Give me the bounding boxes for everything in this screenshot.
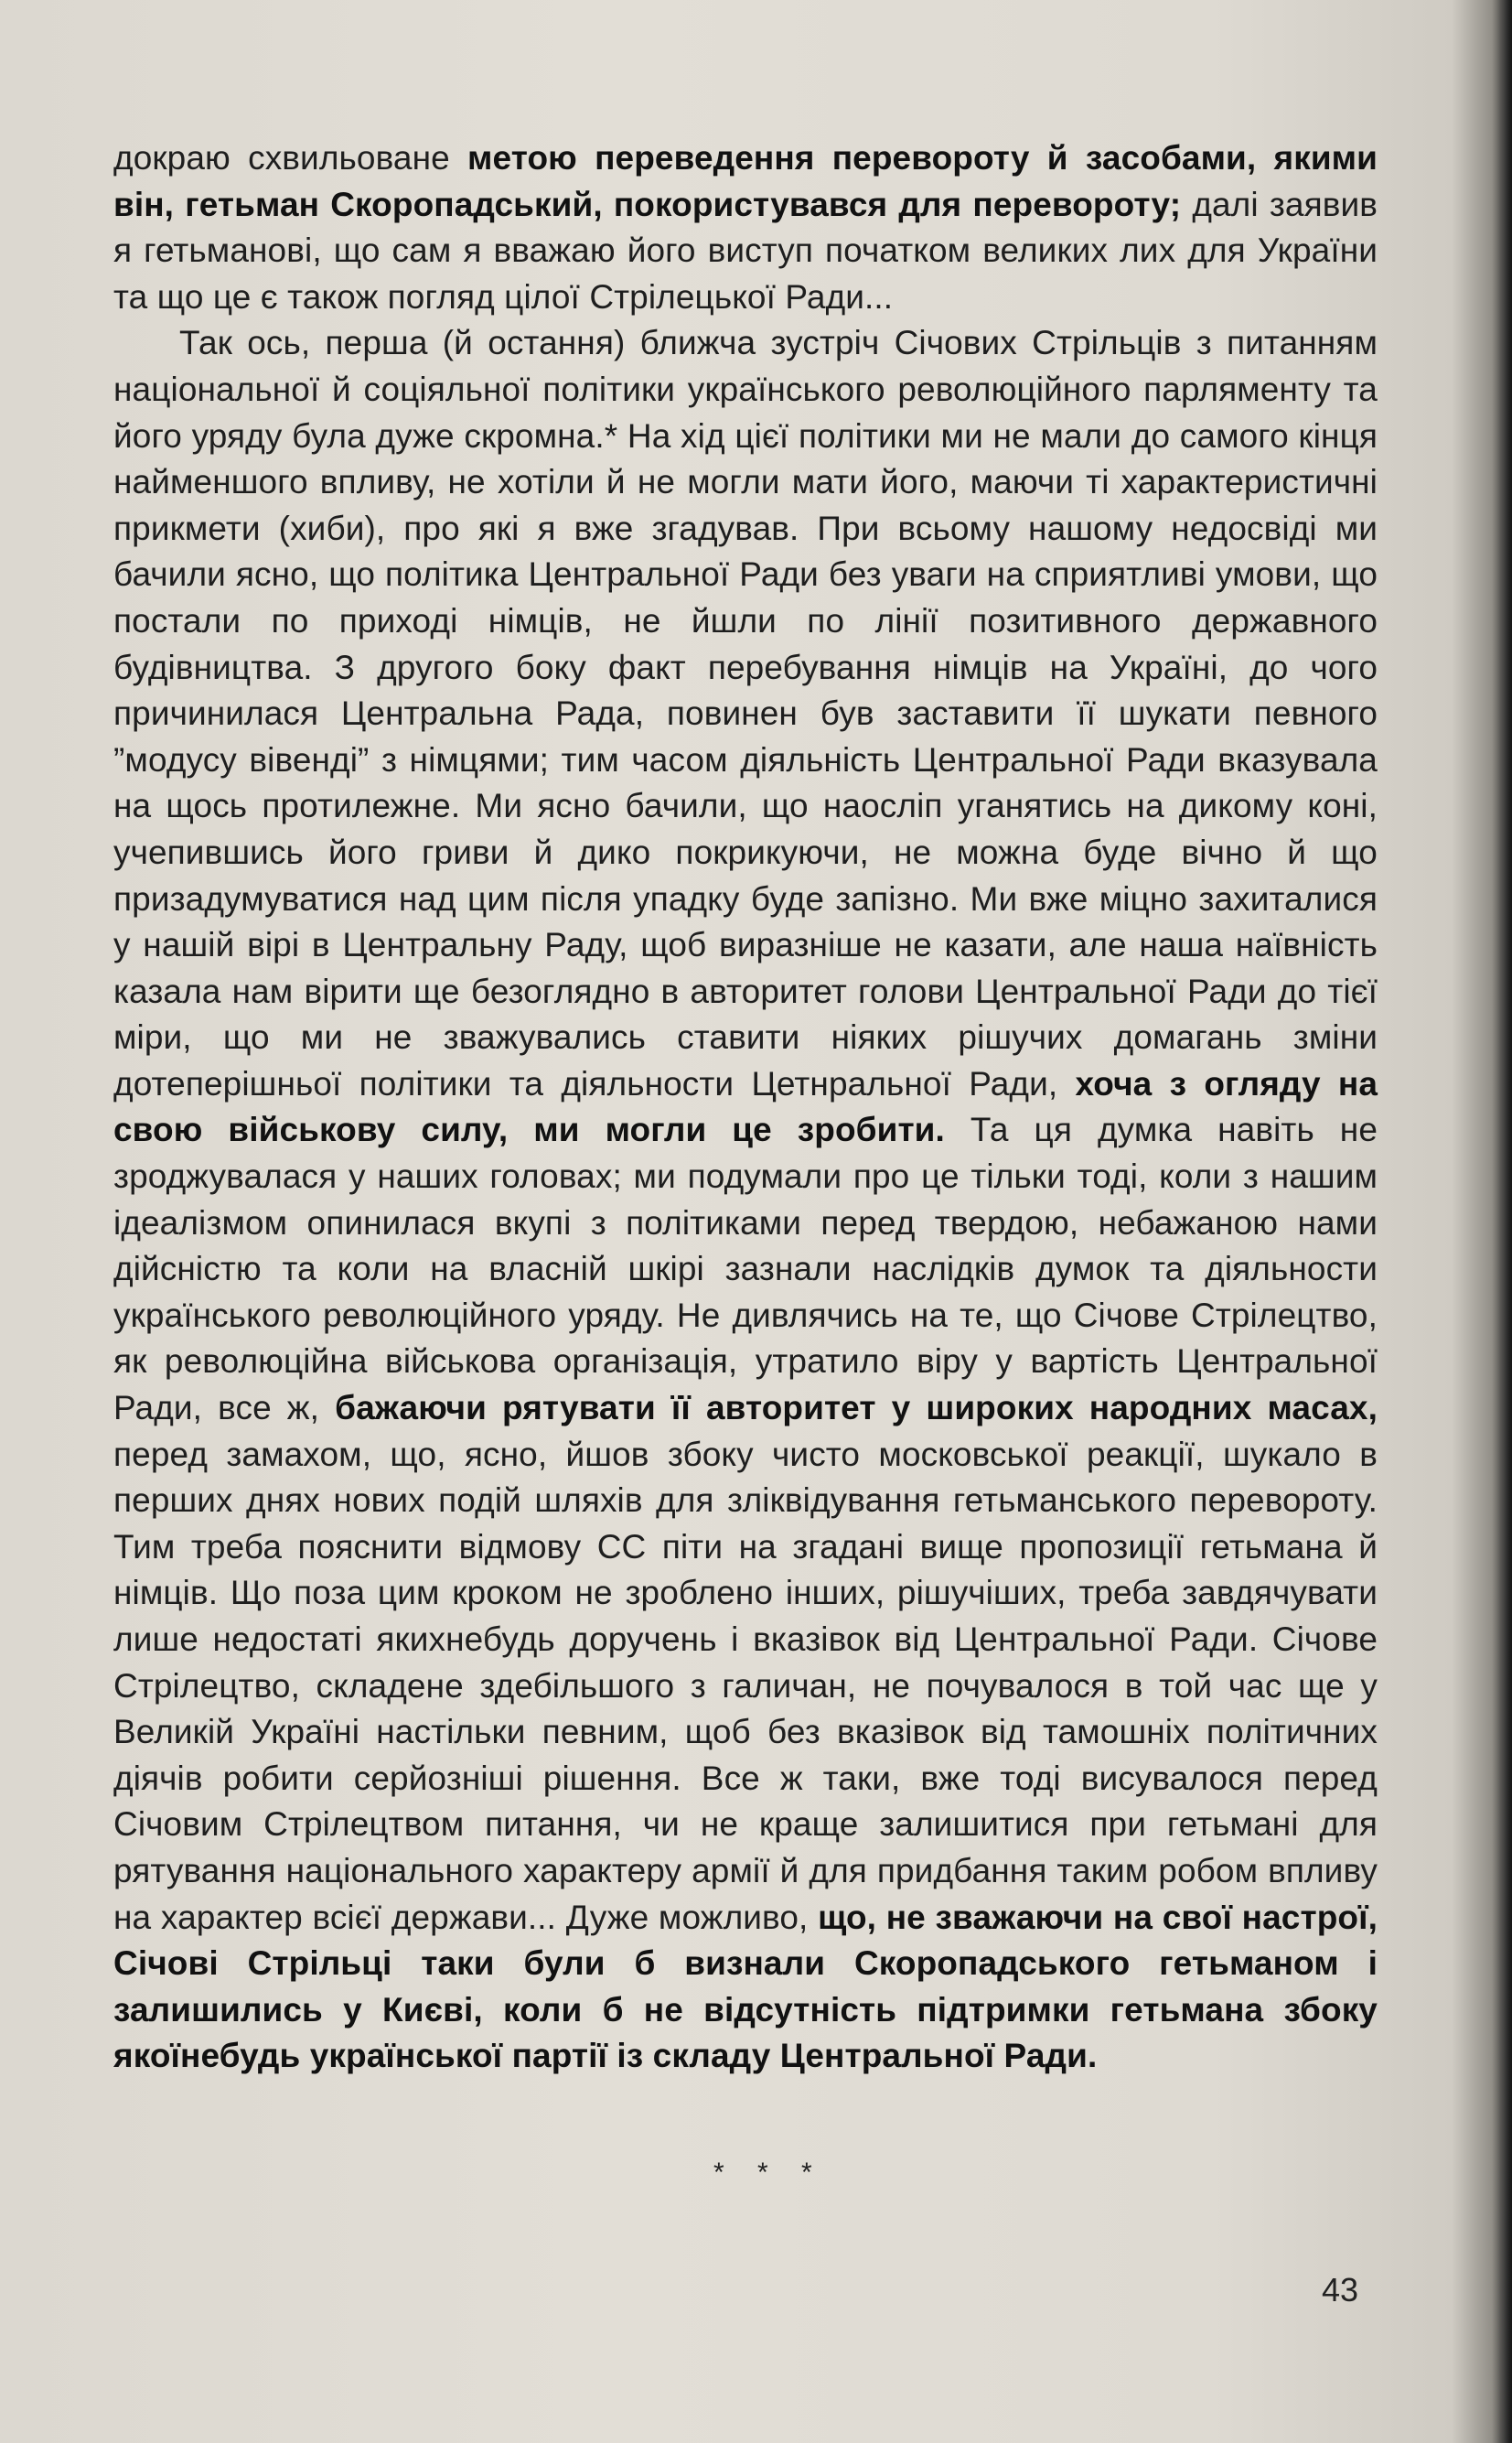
paragraph-2-segment-2-bold: хоча з огляду на свою військову силу, ми могли це зробити. <box>113 1064 1378 1149</box>
section-separator: * * * <box>713 2158 825 2188</box>
paragraph-2-segment-6-bold: що, не зважаючи на свої настрої, Січові Стрільці таки були б визнали Скоропадського гетьманом і залишились у Києві, коли б не відсутність підтримки гетьмана збоку якоїнебудь української партії із складу Центральної Ради. <box>113 1898 1378 2075</box>
paragraph-1 <box>113 135 1378 320</box>
body-text <box>113 135 1378 2080</box>
paragraph-1-segment-2-bold: метою переведення перевороту й засобами, якими він, гетьман Скоропадський, покористувався для перевороту; <box>113 139 1378 223</box>
page-number: 43 <box>1322 2271 1359 2308</box>
paragraph-2-segment-5: перед замахом, що, ясно, йшов збоку чисто московської реакції, шукало в перших днях нових подій шляхів для зліквідування гетьманського перевороту. Тим треба пояснити відмову СС піти на згадані вище пропозиції гетьмана й німців. Що поза цим кроком не зроблено інших, рішучіших, треба завдячувати лише недостаті якихнебудь доручень і вказівок від Центральної Ради. Січове Стрілецтво, складене здебільшого з галичан, не почувалося в той час ще у Великій Україні настільки певним, щоб без вказівок від тамошніх політичних діячів робити серйозніші рішення. Все ж таки, вже тоді висувалося перед Січовим Стрілецтвом питання, чи не краще залишитися при гетьмані для рятування національного характеру армії й для придбання таким робом впливу на характер всієї держави... Дуже можливо, <box>113 1435 1378 1936</box>
paragraph-2-segment-1: Так ось, перша (й остання) ближча зустріч Січових Стрільців з питанням національної й соціяльної політики українського революційного парляменту та його уряду була дуже скромна.* На хід цієї політики ми не мали до самого кінця найменшого впливу, не хотіли й не могли мати його, маючи ті характеристичні прикмети (хиби), про які я вже згадував. При всьому нашому недосвіді ми бачили ясно, що політика Центральної Ради без уваги на сприятливі умови, що постали по приході німців, не йшли по лінії позитивного державного будівництва. З другого боку факт перебування німців на Україні, до чого причинилася Центральна Рада, повинен був заставити її шукати певного ”модусу вівенді” з німцями; тим часом діяльність Центральної Ради вказувала на щось протилежне. Ми ясно бачили, що наосліп уганятись на дикому коні, учепившись його гриви й дико покрикуючи, не можна буде вічно й що призадумуватися над цим після упадку буде запізно. Ми вже міцно захиталися у нашій вірі в Центральну Раду, щоб виразніше не казати, але наша наївність казала нам вірити ще безоглядно в авторитет голови Центральної Ради до тієї міри, що ми не зважувались ставити ніяких рішучих домагань зміни дотеперішньої політики та діяльности Цетнральної Ради, <box>113 324 1378 1103</box>
paragraph-1-segment-3: далі заявив я гетьманові, що сам я вважаю його виступ початком великих лих для України та що це є також погляд цілої Стрілецької Ради... <box>113 185 1378 316</box>
paragraph-2-segment-4-bold: бажаючи рятувати її авторитет у широких народних масах, <box>335 1389 1378 1427</box>
paragraph-1-segment-1: докраю схвильоване <box>113 139 468 177</box>
paragraph-2-segment-3: Та ця думка навіть не зроджувалася у наших головах; ми подумали про це тільки тоді, коли з нашим ідеалізмом опинилася вкупі з політиками перед твердою, небажаною нами дійсністю та коли на власній шкірі зазнали наслідків думок та діяльности українського революційного уряду. Не дивлячись на те, що Січове Стрілецтво, як революційна військова організація, утратило віру у вартість Центральної Ради, все ж, <box>113 1111 1378 1427</box>
paragraph-2 <box>113 320 1378 2080</box>
page-edge-shadow <box>1492 0 1512 2443</box>
